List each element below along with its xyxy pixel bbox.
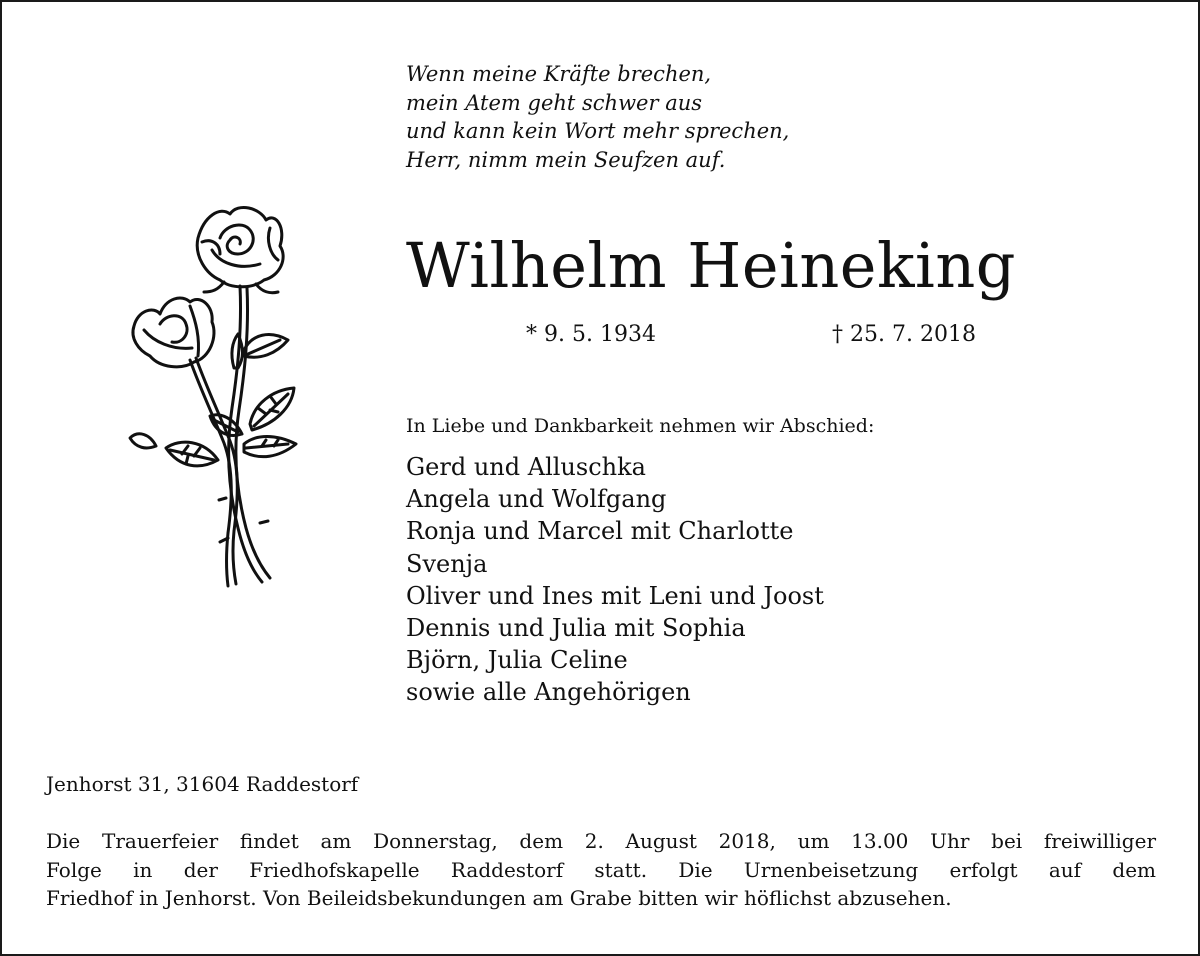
mourner-entry: sowie alle Angehörigen [406, 678, 691, 707]
notice-line: Die Trauerfeier findet am Donnerstag, dem 2. August 2018, um 13.00 Uhr bei freiwilliger [46, 829, 1156, 853]
mourner-entry: Svenja [406, 549, 488, 578]
notice-line: Friedhof in Jenhorst. Von Beileidsbekundungen am Grabe bitten wir höflichst abzusehen. [46, 886, 952, 910]
rose-icon [120, 198, 310, 593]
mourner-entry: Oliver und Ines mit Leni und Joost [406, 581, 824, 610]
mourners-intro: In Liebe und Dankbarkeit nehmen wir Abschied: [406, 415, 875, 437]
mourner-entry: Dennis und Julia mit Sophia [406, 614, 746, 643]
poem-line: mein Atem geht schwer aus [406, 90, 703, 115]
deceased-name: Wilhelm Heineking [406, 229, 1016, 302]
poem [406, 60, 789, 174]
poem-line: Wenn meine Kräfte brechen, [406, 62, 712, 86]
poem-line: und kann kein Wort mehr sprechen, [406, 119, 790, 143]
birth-date: * 9. 5. 1934 [526, 322, 656, 347]
mourners-list [406, 451, 824, 709]
poem-line: Herr, nimm mein Seufzen auf. [406, 147, 726, 172]
family-address: Jenhorst 31, 31604 Raddestorf [46, 772, 359, 796]
funeral-notice [46, 827, 1156, 913]
mourner-entry: Ronja und Marcel mit Charlotte [406, 517, 794, 546]
mourner-entry: Gerd und Alluschka [406, 453, 646, 481]
mourner-entry: Angela und Wolfgang [406, 485, 667, 514]
death-date: † 25. 7. 2018 [832, 322, 976, 347]
mourner-entry: Björn, Julia Celine [406, 646, 628, 675]
notice-line: Folge in der Friedhofskapelle Raddestorf statt. Die Urnenbeisetzung erfolgt auf dem [46, 857, 1156, 882]
